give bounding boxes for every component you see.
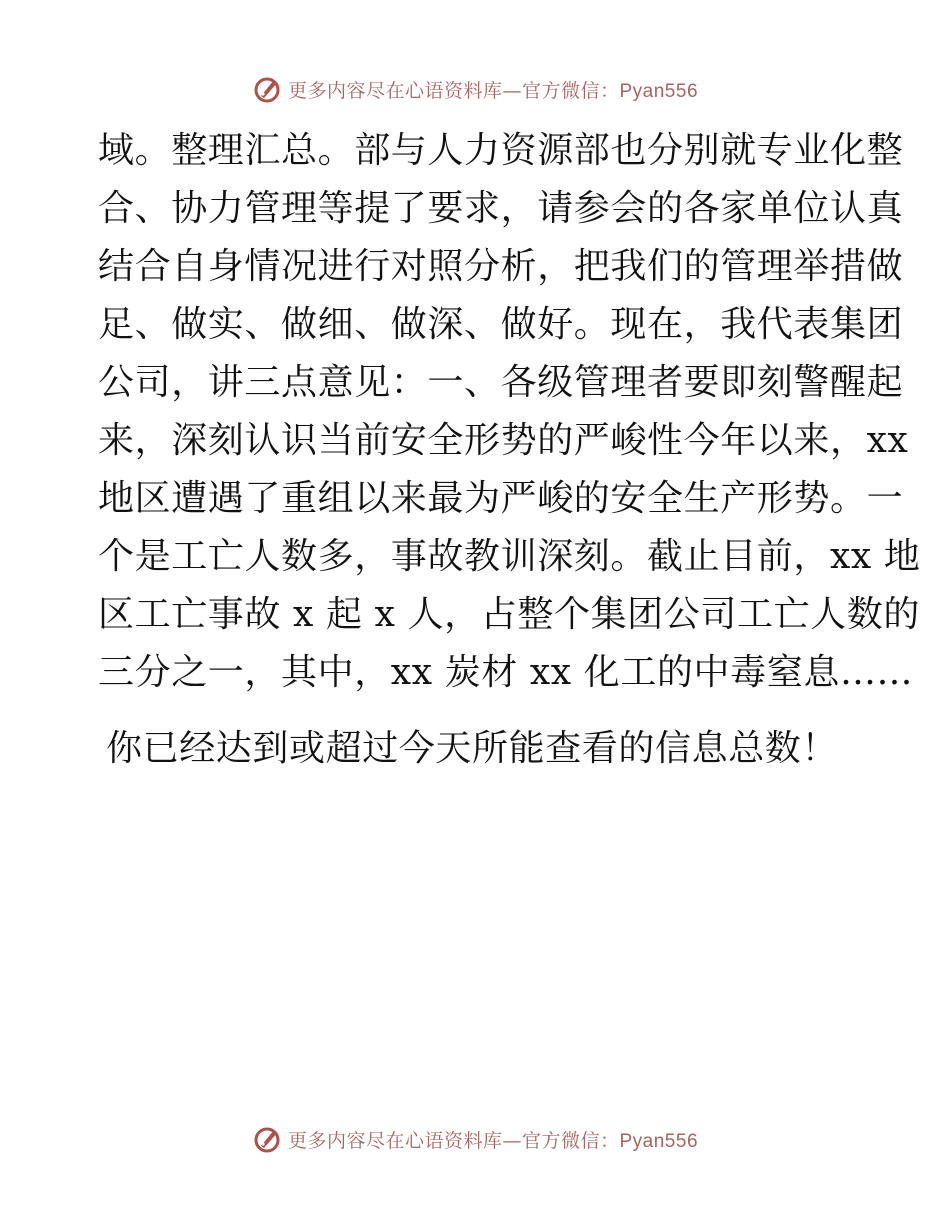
text-line: 来，深刻认识当前安全形势的严峻性今年以来，xx — [98, 420, 909, 461]
pen-nib-circle-icon — [252, 74, 282, 104]
text-line: 足、做实、做细、做深、做好。现在，我代表集团 — [98, 304, 904, 345]
watermark-text: 更多内容尽在心语资料库—官方微信：Pyan556 — [287, 79, 699, 102]
pen-nib-circle-icon — [252, 1124, 282, 1154]
watermark-text: 更多内容尽在心语资料库—官方微信：Pyan556 — [287, 1129, 699, 1152]
text-line: 域。整理汇总。部与人力资源部也分别就专业化整 — [98, 130, 904, 171]
document-body — [98, 122, 921, 702]
text-line: 三分之一，其中，xx 炭材 xx 化工的中毒窒息…… — [98, 652, 914, 693]
text-line: 结合自身情况进行对照分析，把我们的管理举措做 — [98, 246, 904, 287]
text-line: 区工亡事故 x 起 x 人，占整个集团公司工亡人数的 — [98, 594, 920, 635]
view-limit-notice: 你已经达到或超过今天所能查看的信息总数！ — [106, 728, 839, 769]
header-watermark — [0, 74, 950, 104]
text-line: 个是工亡人数多，事故教训深刻。截止目前，xx 地 — [98, 536, 921, 577]
text-line: 合、协力管理等提了要求，请参会的各家单位认真 — [98, 188, 904, 229]
footer-watermark — [0, 1124, 950, 1154]
watermark-wechat-id: Pyan556 — [619, 80, 699, 102]
watermark-wechat-id: Pyan556 — [619, 1130, 699, 1152]
text-line: 地区遭遇了重组以来最为严峻的安全生产形势。一 — [98, 478, 904, 519]
text-line: 公司，讲三点意见：一、各级管理者要即刻警醒起 — [98, 362, 904, 403]
